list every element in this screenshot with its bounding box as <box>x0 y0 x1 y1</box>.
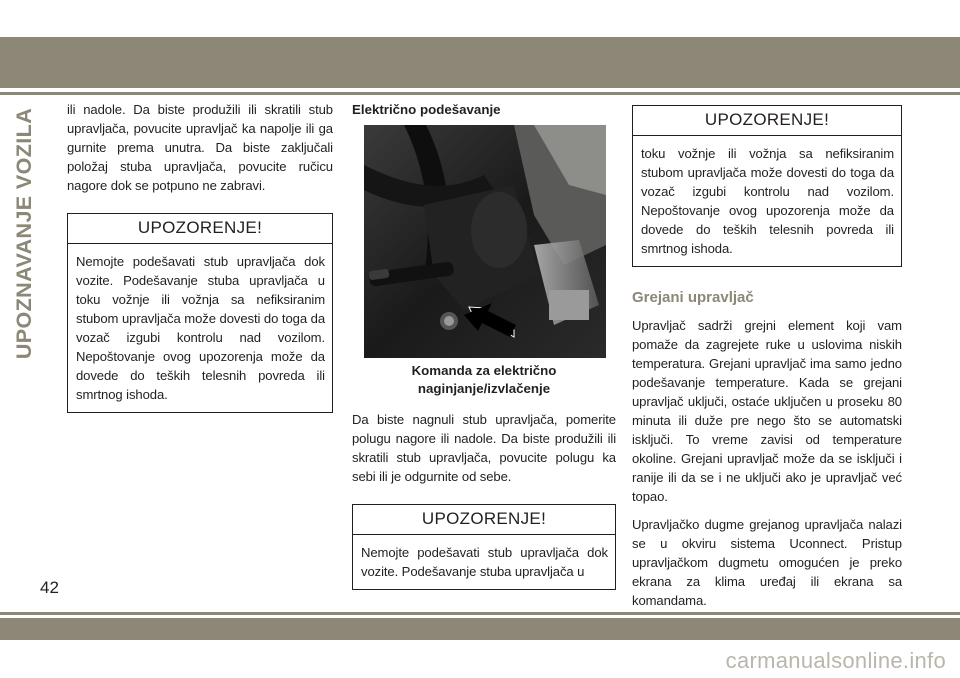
tilt-paragraph: Da biste nagnuli stub upravljača, pomerite polugu nagore ili nadole. Da biste produžili ili skratili stub upravljača, povucite polugu ka sebi ili je odgurnite od sebe. <box>352 412 616 484</box>
side-title-text: UPOZNAVANJE VOZILA <box>12 107 37 359</box>
steering-column-photo <box>364 125 606 358</box>
warning-body: Nemojte podešavati stub upravljača dok vozite. Podešavanje stuba upravljača u <box>361 545 608 579</box>
watermark: carmanualsonline.info <box>725 648 946 673</box>
column-left <box>67 100 333 413</box>
photo-caption: Komanda za električno naginjanje/izvlačenje <box>411 363 557 396</box>
heated-wheel-paragraph: Upravljač sadrži grejni element koji vam pomaže da zagrejete ruke u uslovima niskih temperatura. Grejani upravljač ima samo jedno podešavanje temperature. Kada se grejani upravljač uključi, ostaće uključen u proseku 80 minuta ili duže pre nego što se automatski isključi. To vreme zavisi od temperature okoline. Grejani upravljač može da se isključi i ranije ili da se i ne uključi ako je upravljač već topao. <box>632 318 902 504</box>
column-middle <box>352 100 616 590</box>
header-rule <box>0 92 960 95</box>
warning-title: UPOZORENJE! <box>68 214 332 244</box>
footer-rule <box>0 612 960 615</box>
warning-body: toku vožnje ili vožnja sa nefiksiranim stubom upravljača može dovesti do toga da vozač izgubi kontrolu nad vozilom. Nepoštovanje ovog upozorenja može da dovede do teških telesnih povreda ili smrtnog ishoda. <box>641 146 894 256</box>
column-right <box>632 100 902 610</box>
footer-band <box>0 618 960 640</box>
section-heading: Grejani upravljač <box>632 289 754 306</box>
intro-paragraph: ili nadole. Da biste produžili ili skratili stub upravljača, povucite upravljač ka napolje ili ga gurnite prema unutra. Da biste zaključali položaj stuba upravljača, povucite ručicu nagore dok se potpuno ne zabravi. <box>67 102 333 193</box>
warning-title: UPOZORENJE! <box>633 106 901 136</box>
steering-column-illustration <box>364 125 606 358</box>
page-number: 42 <box>40 578 59 597</box>
warning-body: Nemojte podešavati stub upravljača dok vozite. Podešavanje stuba upravljača u toku vožnje ili vožnja sa nefiksiranim stubom upravljača može dovesti do toga da vozač izgubi kontrolu nad vozilom. Nepoštovanje ovog upozorenja može da dovede do teških telesnih povreda ili smrtnog ishoda. <box>76 254 325 402</box>
subsection-heading: Električno podešavanje <box>352 102 501 117</box>
heated-wheel-control-paragraph: Upravljačko dugme grejanog upravljača nalazi se u okviru sistema Uconnect. Pristup upravljačkom dugmetu omogućen je preko ekrana za klima uređaj ili ekrana sa komandama. <box>632 517 902 608</box>
section-side-title <box>6 102 44 364</box>
header-band <box>0 37 960 88</box>
warning-title: UPOZORENJE! <box>353 505 615 535</box>
warning-box <box>67 213 333 413</box>
warning-box <box>632 105 902 267</box>
warning-box <box>352 504 616 590</box>
